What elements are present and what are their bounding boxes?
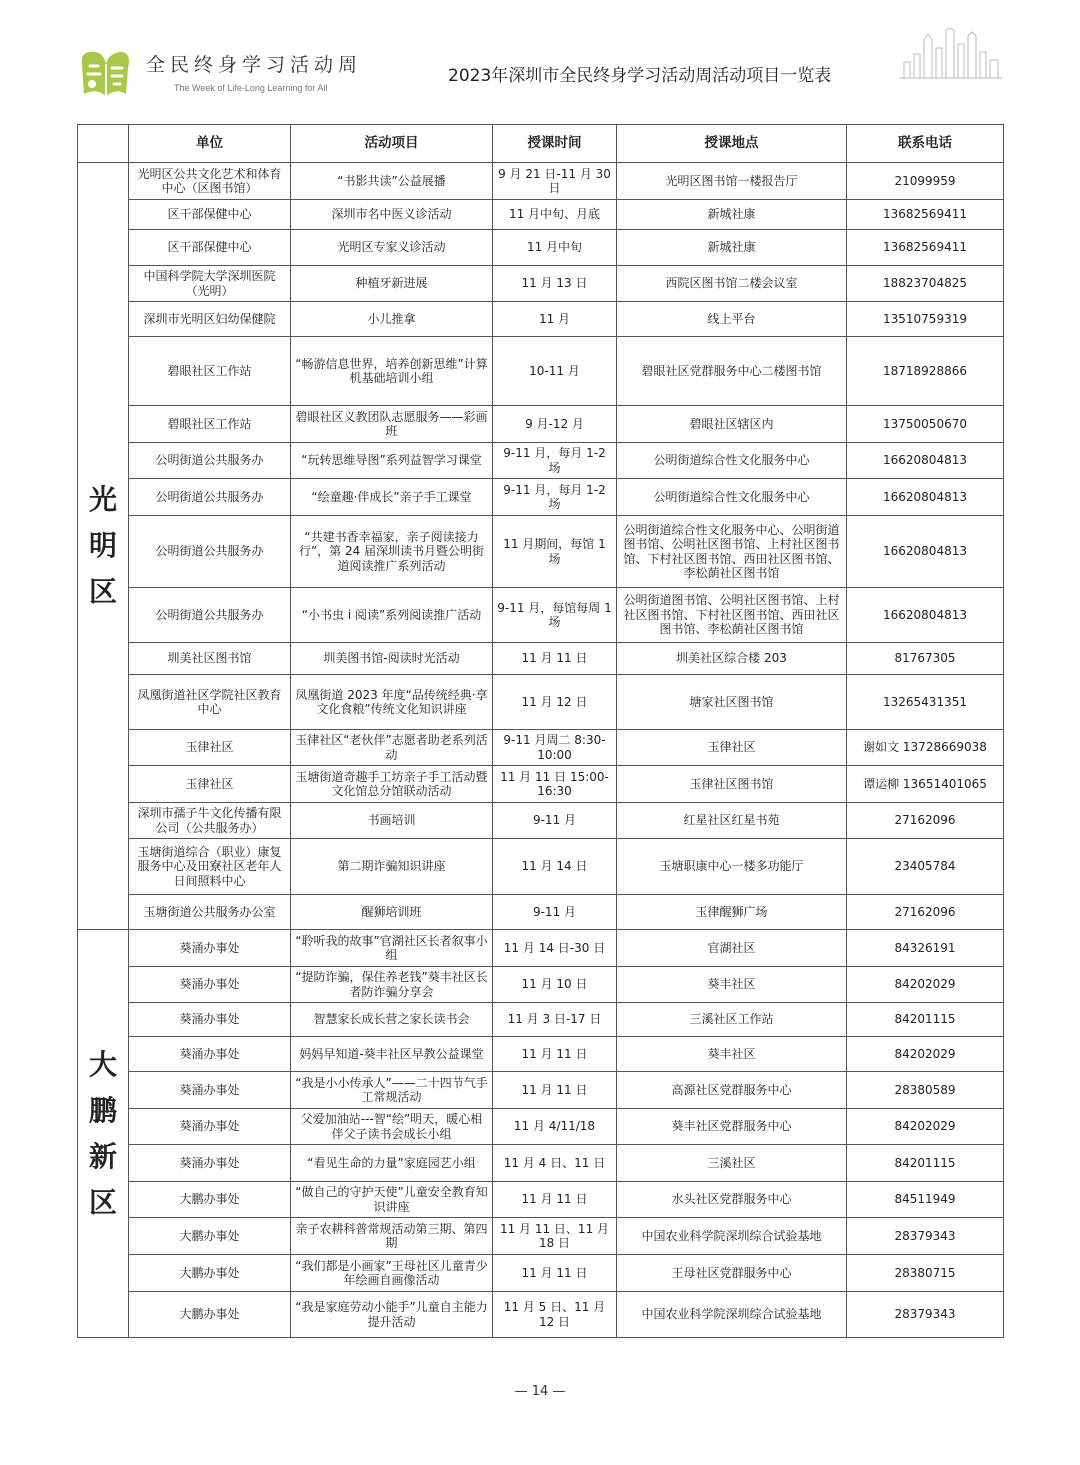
- table-row: [78, 163, 1004, 200]
- cell-phone: 16620804813: [847, 588, 1004, 643]
- table-row: [78, 895, 1004, 930]
- cell-phone: 13682569411: [847, 200, 1004, 230]
- cell-time: 11 月 11 日: [493, 1072, 617, 1109]
- cell-phone: 84326191: [847, 930, 1004, 967]
- table-row: [78, 230, 1004, 266]
- cell-phone: 28379343: [847, 1292, 1004, 1338]
- header-place: 授课地点: [617, 125, 847, 163]
- cell-activity: 深圳市名中医义诊活动: [291, 200, 493, 230]
- cell-unit: 大鹏办事处: [129, 1255, 291, 1292]
- cell-place: 塘家社区图书馆: [617, 675, 847, 730]
- cell-unit: 大鹏办事处: [129, 1182, 291, 1218]
- document-title: 2023年深圳市全民终身学习活动周活动项目一览表: [448, 66, 832, 86]
- cell-time: 11 月 11 日: [493, 1255, 617, 1292]
- cell-unit: 大鹏办事处: [129, 1292, 291, 1338]
- cell-time: 9 月-12 月: [493, 406, 617, 443]
- table-row: [78, 643, 1004, 675]
- cell-place: 玉律醒狮广场: [617, 895, 847, 930]
- cell-phone: 81767305: [847, 643, 1004, 675]
- cell-time: 11 月 3 日-17 日: [493, 1003, 617, 1037]
- cell-unit: 葵涌办事处: [129, 1003, 291, 1037]
- cell-phone: 谢如文 13728669038: [847, 730, 1004, 766]
- district-name: 大 鹏 新 区: [88, 1047, 117, 1219]
- table-row: [78, 1109, 1004, 1145]
- table-row: [78, 1072, 1004, 1109]
- table-row: [78, 1255, 1004, 1292]
- cell-unit: 深圳市孺子牛文化传播有限公司（公共服务办）: [129, 803, 291, 839]
- cell-activity: 醒狮培训班: [291, 895, 493, 930]
- cell-unit: 葵涌办事处: [129, 1037, 291, 1072]
- cell-unit: 葵涌办事处: [129, 967, 291, 1003]
- cell-activity: “做自己的守护天使”儿童安全教育知识讲座: [291, 1182, 493, 1218]
- header-time: 授课时间: [493, 125, 617, 163]
- cell-phone: 13750050670: [847, 406, 1004, 443]
- cell-phone: 18718928866: [847, 337, 1004, 406]
- cell-time: 11 月 12 日: [493, 675, 617, 730]
- cell-unit: 碧眼社区工作站: [129, 406, 291, 443]
- cell-activity: “小书虫 i 阅读”系列阅读推广活动: [291, 588, 493, 643]
- table-row: [78, 406, 1004, 443]
- table-row: [78, 839, 1004, 895]
- cell-time: 11 月 4 日、11 日: [493, 1145, 617, 1182]
- district-cell: [78, 163, 129, 930]
- cell-phone: 84201115: [847, 1145, 1004, 1182]
- cell-unit: 玉律社区: [129, 766, 291, 803]
- cell-place: 新城社康: [617, 230, 847, 266]
- cell-phone: 16620804813: [847, 516, 1004, 588]
- logo-icon: [76, 46, 134, 102]
- table-row: [78, 1218, 1004, 1255]
- cell-activity: 光明区专家义诊活动: [291, 230, 493, 266]
- cell-unit: 大鹏办事处: [129, 1218, 291, 1255]
- cell-time: 11 月 4/11/18: [493, 1109, 617, 1145]
- table-row: [78, 766, 1004, 803]
- cell-time: 11 月 14 日: [493, 839, 617, 895]
- cell-time: 9 月 21 日-11 月 30 日: [493, 163, 617, 200]
- cell-time: 9-11 月，每馆每周 1 场: [493, 588, 617, 643]
- cell-time: 11 月 14 日-30 日: [493, 930, 617, 967]
- cell-time: 11 月 11 日: [493, 1037, 617, 1072]
- table-row: [78, 1292, 1004, 1338]
- table-row: [78, 302, 1004, 337]
- cell-place: 三溪社区工作站: [617, 1003, 847, 1037]
- cell-place: 公明街道图书馆、公明社区图书馆、上村社区图书馆、下村社区图书馆、西田社区图书馆、李松蓢社区图书馆: [617, 588, 847, 643]
- cell-phone: 谭运柳 13651401065: [847, 766, 1004, 803]
- cell-place: 公明街道综合性文化服务中心、公明街道图书馆、公明社区图书馆、上村社区图书馆、下村社区图书馆、西田社区图书馆、李松蓢社区图书馆: [617, 516, 847, 588]
- cell-unit: 圳美社区图书馆: [129, 643, 291, 675]
- cell-activity: “看见生命的力量”家庭园艺小组: [291, 1145, 493, 1182]
- header-phone: 联系电话: [847, 125, 1004, 163]
- cell-time: 11 月 5 日、11 月 12 日: [493, 1292, 617, 1338]
- cell-phone: 13682569411: [847, 230, 1004, 266]
- cell-unit: 公明街道公共服务办: [129, 516, 291, 588]
- cell-unit: 葵涌办事处: [129, 930, 291, 967]
- cell-activity: 碧眼社区义教团队志愿服务——彩画班: [291, 406, 493, 443]
- cell-activity: 亲子农耕科普常规活动第三期、第四期: [291, 1218, 493, 1255]
- table-row: [78, 588, 1004, 643]
- header-activity: 活动项目: [291, 125, 493, 163]
- activity-table: [77, 124, 1004, 1338]
- cell-unit: 公明街道公共服务办: [129, 443, 291, 479]
- cell-activity: 智慧家长成长营之家长读书会: [291, 1003, 493, 1037]
- table-row: [78, 443, 1004, 479]
- cell-phone: 13510759319: [847, 302, 1004, 337]
- cell-activity: 小儿推拿: [291, 302, 493, 337]
- cell-place: 官湖社区: [617, 930, 847, 967]
- cell-activity: “玩转思维导图”系列益智学习课堂: [291, 443, 493, 479]
- cell-time: 11 月期间，每馆 1 场: [493, 516, 617, 588]
- cell-activity: “书影共读”公益展播: [291, 163, 493, 200]
- cell-place: 水头社区党群服务中心: [617, 1182, 847, 1218]
- table-row: [78, 266, 1004, 302]
- cell-unit: 葵涌办事处: [129, 1145, 291, 1182]
- table-row: [78, 200, 1004, 230]
- cell-unit: 玉律社区: [129, 730, 291, 766]
- cell-place: 碧眼社区辖区内: [617, 406, 847, 443]
- cell-activity: 玉塘街道奇趣手工坊亲子手工活动暨文化馆总分馆联动活动: [291, 766, 493, 803]
- cell-unit: 区干部保健中心: [129, 200, 291, 230]
- cell-time: 9-11 月，每月 1-2 场: [493, 479, 617, 516]
- cell-time: 11 月 11 日: [493, 643, 617, 675]
- cell-phone: 21099959: [847, 163, 1004, 200]
- cell-time: 11 月 13 日: [493, 266, 617, 302]
- cell-unit: 凤凰街道社区学院社区教育中心: [129, 675, 291, 730]
- cell-place: 公明街道综合性文化服务中心: [617, 479, 847, 516]
- cell-activity: “聆听我的故事”官湖社区长者叙事小组: [291, 930, 493, 967]
- cell-activity: 书画培训: [291, 803, 493, 839]
- cell-phone: 27162096: [847, 803, 1004, 839]
- cell-unit: 玉塘街道综合（职业）康复服务中心及田寮社区老年人日间照料中心: [129, 839, 291, 895]
- cell-activity: “我是家庭劳动小能手”儿童自主能力提升活动: [291, 1292, 493, 1338]
- cell-phone: 28380715: [847, 1255, 1004, 1292]
- cell-unit: 公明街道公共服务办: [129, 588, 291, 643]
- cell-unit: 中国科学院大学深圳医院（光明）: [129, 266, 291, 302]
- table-body: [78, 163, 1004, 1338]
- table-header-row: [78, 125, 1004, 163]
- cell-time: 11 月 11 日、11 月 18 日: [493, 1218, 617, 1255]
- cell-phone: 18823704825: [847, 266, 1004, 302]
- cell-phone: 84202029: [847, 1037, 1004, 1072]
- cell-time: 11 月 11 日: [493, 1182, 617, 1218]
- cell-time: 11 月中旬: [493, 230, 617, 266]
- table-row: [78, 675, 1004, 730]
- cell-phone: 28380589: [847, 1072, 1004, 1109]
- cell-place: 西院区图书馆二楼会议室: [617, 266, 847, 302]
- cell-unit: 葵涌办事处: [129, 1109, 291, 1145]
- cell-activity: “提防诈骗，保住养老钱”葵丰社区长者防诈骗分享会: [291, 967, 493, 1003]
- cell-activity: “绘童趣·伴成长”亲子手工课堂: [291, 479, 493, 516]
- cell-activity: “我是小小传承人”——二十四节气手工常规活动: [291, 1072, 493, 1109]
- cell-activity: 圳美图书馆-阅读时光活动: [291, 643, 493, 675]
- cell-place: 玉塘职康中心一楼多功能厅: [617, 839, 847, 895]
- cell-activity: 第二期诈骗知识讲座: [291, 839, 493, 895]
- table-row: [78, 1145, 1004, 1182]
- cell-place: 葵丰社区党群服务中心: [617, 1109, 847, 1145]
- page-number: — 14 —: [514, 1384, 566, 1399]
- cell-phone: 16620804813: [847, 443, 1004, 479]
- cell-phone: 27162096: [847, 895, 1004, 930]
- cell-time: 11 月中旬、月底: [493, 200, 617, 230]
- district-name: 光 明 区: [88, 483, 117, 608]
- cell-place: 中国农业科学院深圳综合试验基地: [617, 1292, 847, 1338]
- cell-time: 11 月 11 日 15:00-16:30: [493, 766, 617, 803]
- cell-phone: 23405784: [847, 839, 1004, 895]
- brand-name-en: The Week of Life-Long Learning for All: [174, 83, 328, 93]
- cell-place: 王母社区党群服务中心: [617, 1255, 847, 1292]
- cell-place: 葵丰社区: [617, 967, 847, 1003]
- table-row: [78, 337, 1004, 406]
- cell-activity: “我们都是小画家”王母社区儿童青少年绘画自画像活动: [291, 1255, 493, 1292]
- cell-activity: “共建书香幸福家，亲子阅读接力行”，第 24 届深圳读书月暨公明街道阅读推广系列活动: [291, 516, 493, 588]
- cell-activity: 玉律社区“老伙伴”志愿者助老系列活动: [291, 730, 493, 766]
- header-unit: 单位: [129, 125, 291, 163]
- cell-activity: “畅游信息世界，培养创新思维”计算机基础培训小组: [291, 337, 493, 406]
- brand: [146, 50, 362, 93]
- cell-phone: 84202029: [847, 967, 1004, 1003]
- cell-activity: 凤凰街道 2023 年度“品传统经典·享文化食粮”传统文化知识讲座: [291, 675, 493, 730]
- city-skyline-icon: [898, 26, 1004, 80]
- cell-unit: 葵涌办事处: [129, 1072, 291, 1109]
- table-row: [78, 930, 1004, 967]
- district-cell: [78, 930, 129, 1338]
- cell-activity: 种植牙新进展: [291, 266, 493, 302]
- cell-phone: 28379343: [847, 1218, 1004, 1255]
- cell-phone: 13265431351: [847, 675, 1004, 730]
- cell-place: 玉律社区: [617, 730, 847, 766]
- cell-activity: 妈妈早知道-葵丰社区早教公益课堂: [291, 1037, 493, 1072]
- header-district: [78, 125, 129, 163]
- cell-unit: 深圳市光明区妇幼保健院: [129, 302, 291, 337]
- cell-place: 光明区图书馆一楼报告厅: [617, 163, 847, 200]
- cell-time: 9-11 月周二 8:30-10:00: [493, 730, 617, 766]
- table-row: [78, 803, 1004, 839]
- cell-time: 9-11 月，每月 1-2 场: [493, 443, 617, 479]
- cell-place: 高源社区党群服务中心: [617, 1072, 847, 1109]
- cell-time: 9-11 月: [493, 895, 617, 930]
- table-row: [78, 1182, 1004, 1218]
- cell-place: 公明街道综合性文化服务中心: [617, 443, 847, 479]
- cell-phone: 84202029: [847, 1109, 1004, 1145]
- table-row: [78, 516, 1004, 588]
- table-row: [78, 730, 1004, 766]
- cell-place: 碧眼社区党群服务中心二楼图书馆: [617, 337, 847, 406]
- cell-unit: 玉塘街道公共服务办公室: [129, 895, 291, 930]
- cell-activity: 父爱加油站---智“绘”明天，暖心相伴父子读书会成长小组: [291, 1109, 493, 1145]
- cell-phone: 16620804813: [847, 479, 1004, 516]
- cell-time: 9-11 月: [493, 803, 617, 839]
- cell-time: 10-11 月: [493, 337, 617, 406]
- cell-place: 三溪社区: [617, 1145, 847, 1182]
- cell-phone: 84201115: [847, 1003, 1004, 1037]
- cell-time: 11 月 10 日: [493, 967, 617, 1003]
- table-row: [78, 479, 1004, 516]
- cell-place: 玉律社区图书馆: [617, 766, 847, 803]
- cell-time: 11 月: [493, 302, 617, 337]
- cell-place: 葵丰社区: [617, 1037, 847, 1072]
- table-row: [78, 1037, 1004, 1072]
- table-row: [78, 967, 1004, 1003]
- cell-place: 新城社康: [617, 200, 847, 230]
- cell-place: 圳美社区综合楼 203: [617, 643, 847, 675]
- table-row: [78, 1003, 1004, 1037]
- cell-unit: 碧眼社区工作站: [129, 337, 291, 406]
- cell-phone: 84511949: [847, 1182, 1004, 1218]
- cell-unit: 公明街道公共服务办: [129, 479, 291, 516]
- cell-unit: 光明区公共文化艺术和体育中心（区图书馆）: [129, 163, 291, 200]
- cell-place: 中国农业科学院深圳综合试验基地: [617, 1218, 847, 1255]
- cell-place: 线上平台: [617, 302, 847, 337]
- page-header: [0, 0, 1080, 110]
- brand-name-cn: 全民终身学习活动周: [146, 54, 363, 76]
- cell-unit: 区干部保健中心: [129, 230, 291, 266]
- cell-place: 红星社区红星书苑: [617, 803, 847, 839]
